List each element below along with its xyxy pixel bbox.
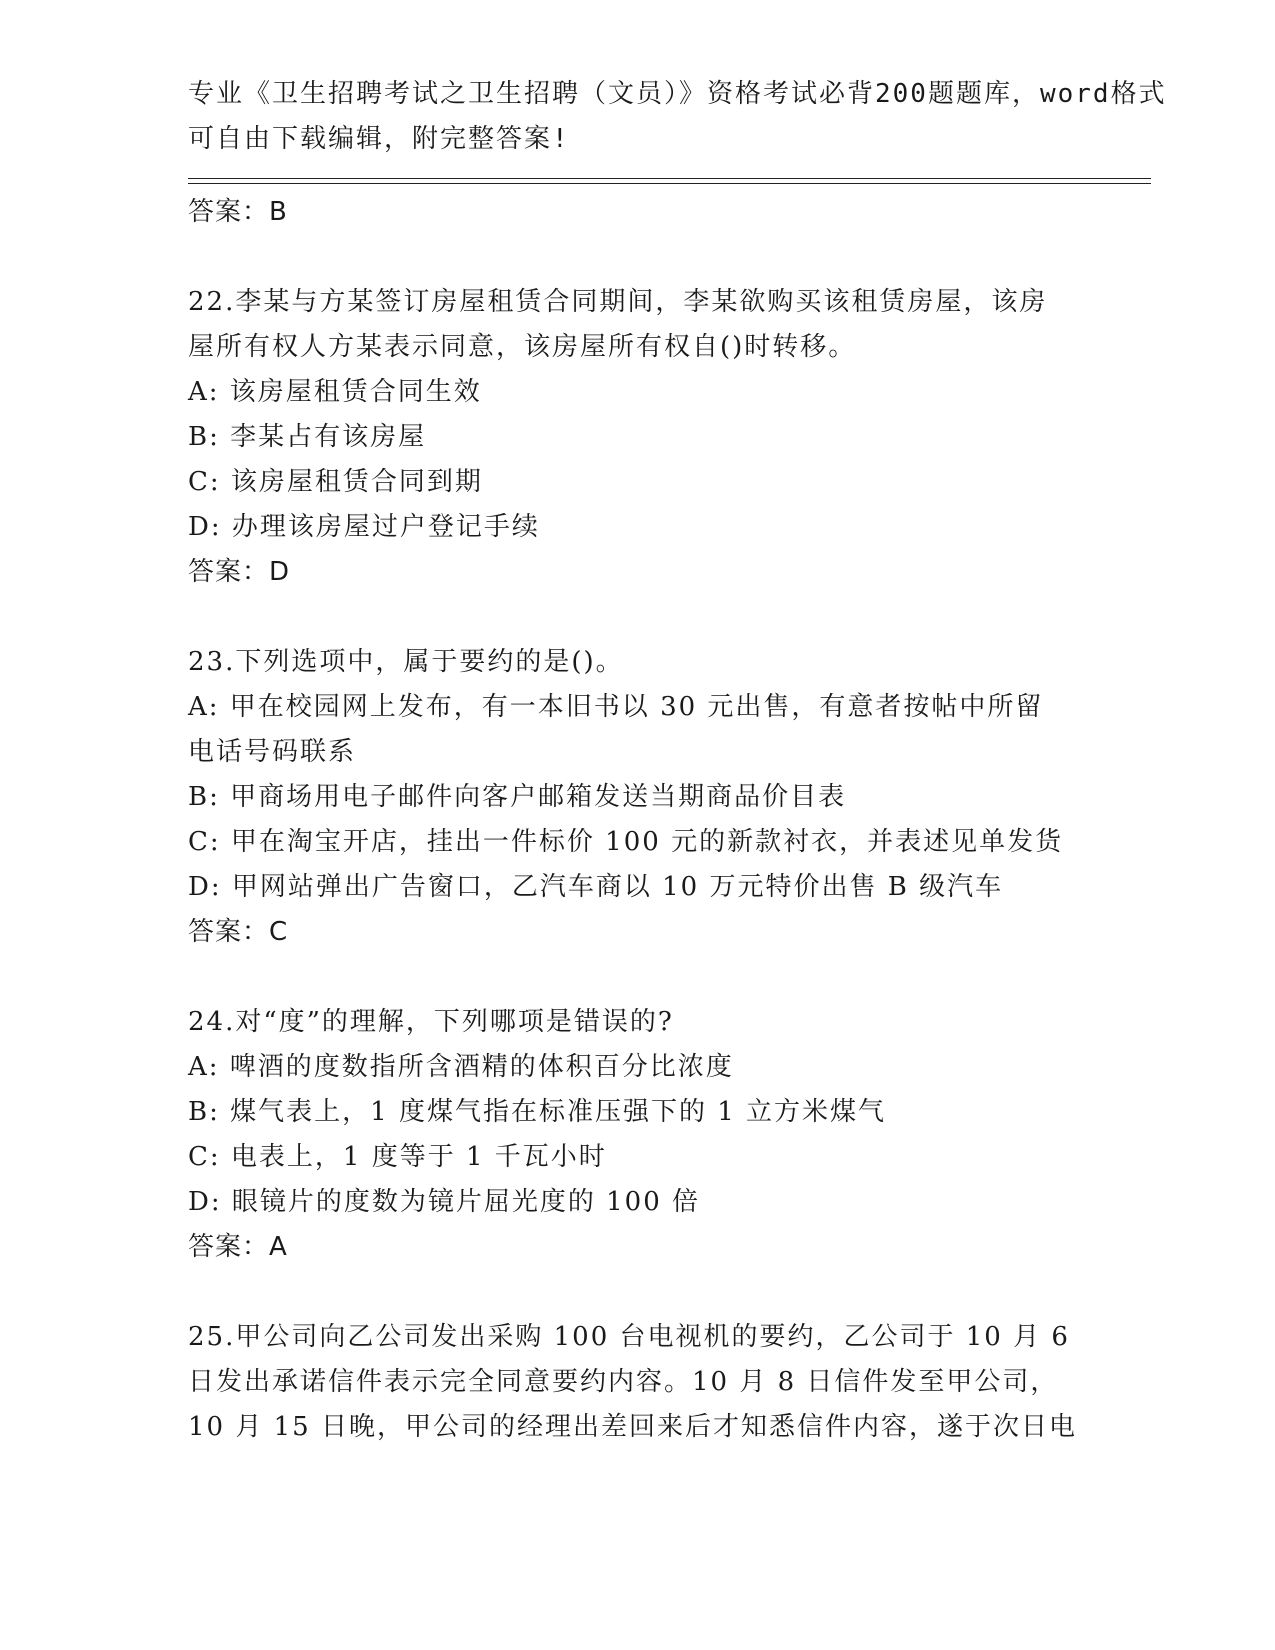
option-line: D: 办理该房屋过户登记手续 xyxy=(188,512,540,542)
page-header xyxy=(188,72,1167,162)
option-line: 电话号码联系 xyxy=(188,737,357,767)
header-line-1: 专业《卫生招聘考试之卫生招聘（文员）》资格考试必背200题题库，word格式 xyxy=(188,79,1167,109)
option-line: B: 甲商场用电子邮件向客户邮箱发送当期商品价目表 xyxy=(188,782,847,812)
option-line: A: 甲在校园网上发布，有一本旧书以 30 元出售，有意者按帖中所留 xyxy=(188,692,1044,722)
header-rule-top xyxy=(188,178,1151,179)
option-line: A: 该房屋租赁合同生效 xyxy=(188,377,482,407)
question-stem-line: 日发出承诺信件表示完全同意要约内容。10 月 8 日信件发至甲公司， xyxy=(188,1367,1059,1397)
question-spacer xyxy=(188,235,1088,280)
question-stem-line: 24.对“度”的理解，下列哪项是错误的? xyxy=(188,1007,674,1037)
option-line: C: 电表上，1 度等于 1 千瓦小时 xyxy=(188,1142,607,1172)
question-spacer xyxy=(188,595,1088,640)
question-stem-line: 23.下列选项中，属于要约的是()。 xyxy=(188,647,624,677)
option-line: C: 甲在淘宝开店，挂出一件标价 100 元的新款衬衣，并表述见单发货 xyxy=(188,827,1064,857)
question-block xyxy=(188,1315,1088,1450)
previous-answer: 答案：B xyxy=(188,197,288,227)
question-block xyxy=(188,1000,1088,1270)
answer-line: 答案：A xyxy=(188,1232,288,1262)
question-stem-line: 屋所有权人方某表示同意，该房屋所有权自()时转移。 xyxy=(188,332,857,362)
header-rule-bottom xyxy=(188,183,1151,184)
option-line: D: 甲网站弹出广告窗口，乙汽车商以 10 万元特价出售 B 级汽车 xyxy=(188,872,1004,902)
option-line: A: 啤酒的度数指所含酒精的体积百分比浓度 xyxy=(188,1052,734,1082)
question-stem-line: 10 月 15 日晚，甲公司的经理出差回来后才知悉信件内容，遂于次日电 xyxy=(188,1412,1077,1442)
question-block xyxy=(188,640,1088,955)
option-line: B: 煤气表上，1 度煤气指在标准压强下的 1 立方米煤气 xyxy=(188,1097,887,1127)
option-line: B: 李某占有该房屋 xyxy=(188,422,427,452)
question-list xyxy=(188,190,1088,1450)
question-stem-line: 25.甲公司向乙公司发出采购 100 台电视机的要约，乙公司于 10 月 6 xyxy=(188,1322,1070,1352)
question-stem-line: 22.李某与方某签订房屋租赁合同期间，李某欲购买该租赁房屋，该房 xyxy=(188,287,1048,317)
answer-line: 答案：C xyxy=(188,917,289,947)
answer-line: 答案：D xyxy=(188,557,291,587)
option-line: C: 该房屋租赁合同到期 xyxy=(188,467,483,497)
option-line: D: 眼镜片的度数为镜片屈光度的 100 倍 xyxy=(188,1187,701,1217)
header-line-2: 可自由下载编辑，附完整答案! xyxy=(188,124,570,154)
question-spacer xyxy=(188,955,1088,1000)
question-spacer xyxy=(188,1270,1088,1315)
question-block xyxy=(188,280,1088,595)
